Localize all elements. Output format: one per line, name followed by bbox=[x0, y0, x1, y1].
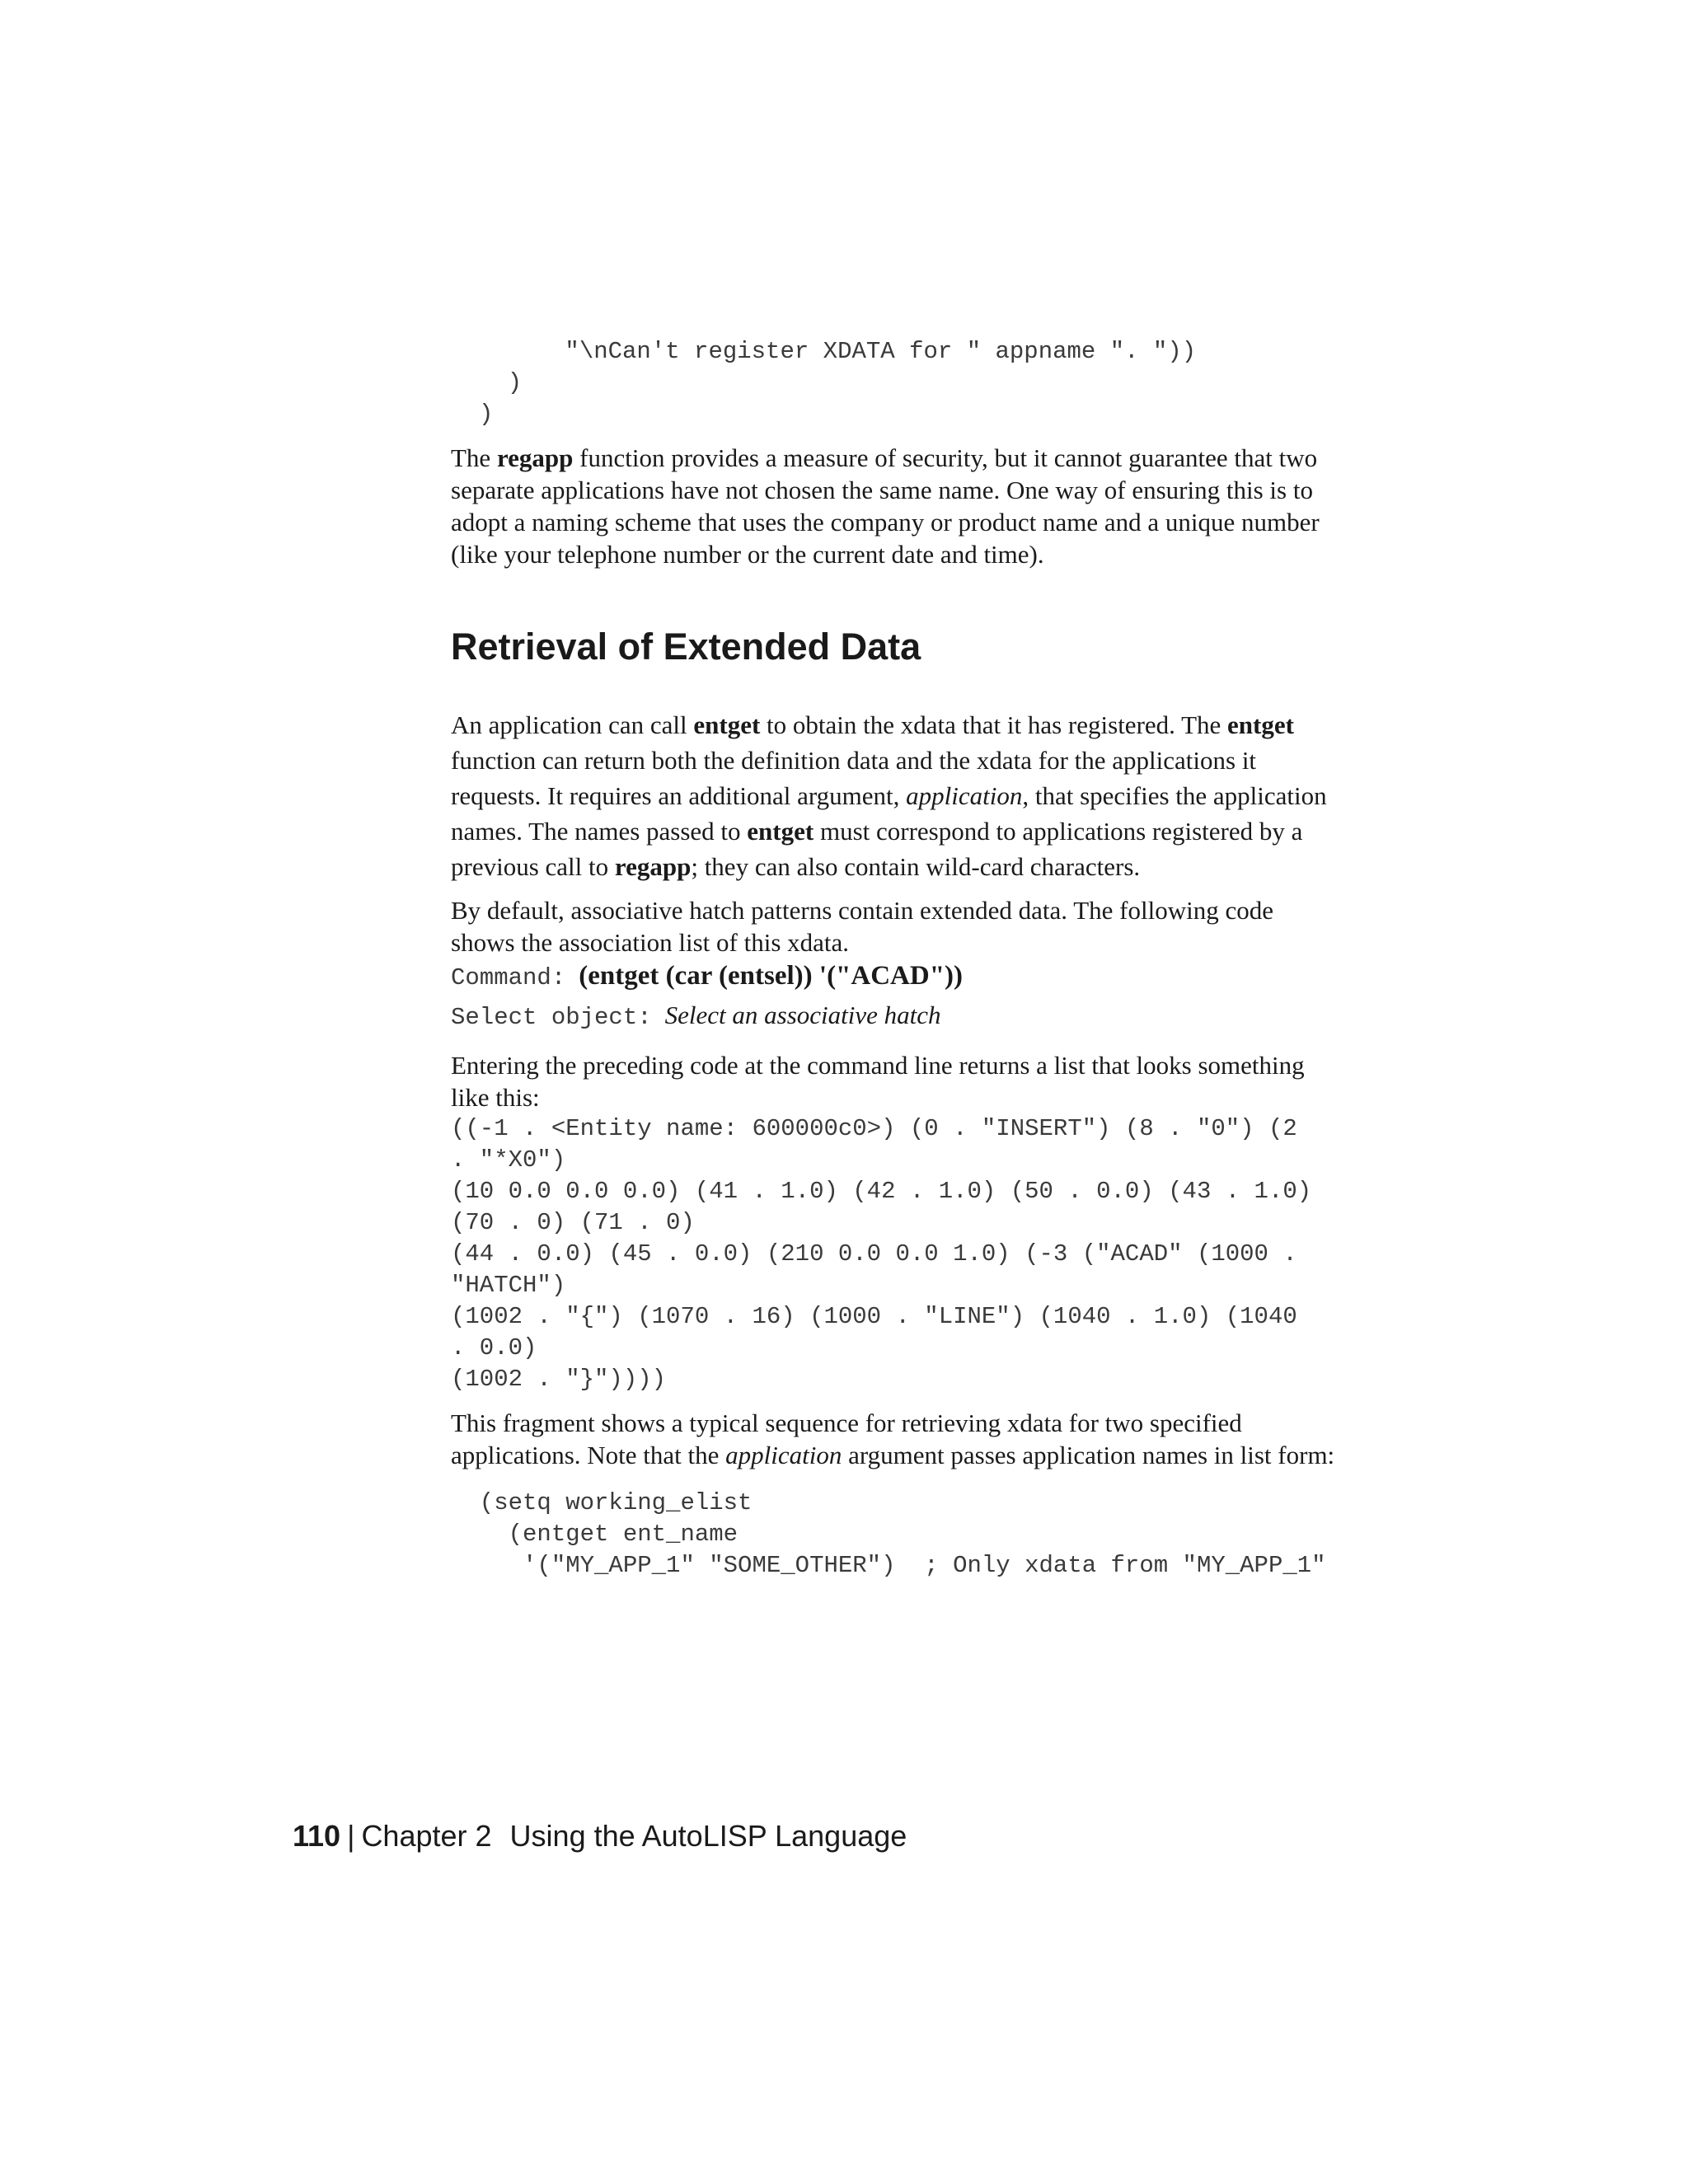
paragraph-entget: An application can call entget to obtain the xdata that it has registered. The entget function can return both the definition data and the xdata for the applications it requests. It requires an additional argument, application, that specifies the application names. The names passed to entget must correspond to applications registered by a previous call to regapp; they can also contain wild-card characters. bbox=[451, 710, 1327, 881]
code-line: (44 . 0.0) (45 . 0.0) (210 0.0 0.0 1.0) (-3 ("ACAD" (1000 . bbox=[451, 1240, 1297, 1268]
code-line: '("MY_APP_1" "SOME_OTHER") ; Only xdata from "MY_APP_1" bbox=[451, 1552, 1326, 1579]
function-name: regapp bbox=[614, 852, 692, 881]
select-input: Select an associative hatch bbox=[664, 1001, 941, 1029]
footer-separator: | bbox=[347, 1819, 355, 1853]
code-block-output bbox=[451, 1113, 1337, 1395]
page-content bbox=[451, 336, 1337, 1582]
code-block-bottom bbox=[451, 1488, 1337, 1582]
code-line: (10 0.0 0.0 0.0) (41 . 1.0) (42 . 1.0) (50 . 0.0) (43 . 1.0) bbox=[451, 1178, 1312, 1205]
paragraph-preceding-code: Entering the preceding code at the command line returns a list that looks something like this: bbox=[451, 1051, 1305, 1112]
paragraph-fragment: This fragment shows a typical sequence for retrieving xdata for two specified applications. Note that the application argument passes application names in list form: bbox=[451, 1408, 1335, 1469]
page-footer bbox=[293, 1818, 907, 1854]
code-line: . 0.0) bbox=[451, 1334, 537, 1361]
chapter-label: Chapter 2 bbox=[361, 1819, 492, 1853]
paragraph-associative-hatch: By default, associative hatch patterns contain extended data. The following code shows the association list of this xdata. bbox=[451, 896, 1273, 957]
code-line: ) bbox=[479, 369, 523, 396]
code-line: ) bbox=[479, 401, 494, 428]
function-name: entget bbox=[1227, 710, 1294, 739]
code-line: ((-1 . <Entity name: 600000c0>) (0 . "INSERT") (8 . "0") (2 bbox=[451, 1115, 1297, 1142]
paragraph-regapp-security: The regapp function provides a measure of security, but it cannot guarantee that two separate applications have not chosen the same name. One way of ensuring this is to adopt a naming scheme that uses the company or product name and a unique number (like your telephone number or the current date and time). bbox=[451, 443, 1320, 569]
function-name: regapp bbox=[496, 443, 574, 472]
code-block-top bbox=[479, 336, 1337, 430]
function-name: entget bbox=[747, 817, 814, 846]
code-line: (70 . 0) (71 . 0) bbox=[451, 1209, 695, 1236]
select-object-line bbox=[451, 998, 1337, 1038]
page-number: 110 bbox=[293, 1819, 341, 1853]
argument-name: application bbox=[725, 1441, 842, 1469]
command-prompt: Command: bbox=[451, 964, 566, 991]
function-name: entget bbox=[693, 710, 761, 739]
code-line: (entget ent_name bbox=[451, 1521, 738, 1548]
code-line: (1002 . "}")))) bbox=[451, 1366, 667, 1393]
argument-name: application bbox=[906, 781, 1023, 810]
code-line: (1002 . "{") (1070 . 16) (1000 . "LINE") (1040 . 1.0) (1040 bbox=[451, 1303, 1297, 1330]
chapter-title: Using the AutoLISP Language bbox=[509, 1819, 907, 1853]
code-line: "\nCan't register XDATA for " appname ". ")) bbox=[479, 338, 1197, 365]
code-line: "HATCH") bbox=[451, 1272, 566, 1299]
command-line bbox=[451, 958, 1337, 998]
code-line: (setq working_elist bbox=[451, 1489, 753, 1516]
select-prompt: Select object: bbox=[451, 1004, 652, 1031]
command-input: (entget (car (entsel)) '("ACAD")) bbox=[579, 961, 964, 991]
code-line: . "*X0") bbox=[451, 1146, 566, 1174]
section-heading: Retrieval of Extended Data bbox=[451, 626, 921, 668]
